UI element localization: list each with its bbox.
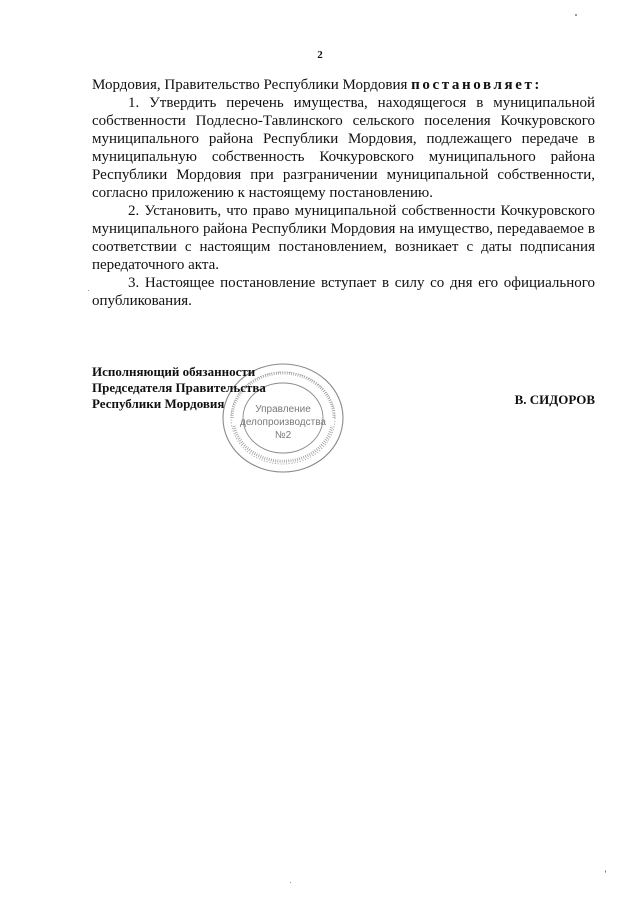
scan-speck bbox=[290, 882, 291, 883]
scan-speck bbox=[575, 14, 577, 16]
resolution-keyword: постановляет: bbox=[411, 77, 543, 93]
stamp-line-1: Управление bbox=[255, 404, 311, 415]
scan-speck bbox=[605, 870, 606, 873]
clause-3: 3. Настоящее постановление вступает в силу со дня его официального опубликования. bbox=[92, 275, 595, 309]
signatory-title-line-2: Председателя Правительства bbox=[92, 380, 266, 395]
stamp-line-3: №2 bbox=[274, 430, 292, 441]
intro-text: Мордовия, Правительство Республики Мордовия bbox=[92, 77, 412, 93]
signatory-title-line-3: Республики Мордовия bbox=[92, 396, 225, 411]
clause-1: 1. Утвердить перечень имущества, находящегося в муниципальной собственности Подлесно-Тавлинского сельского поселения Кочкуровского муниципального района Республики Мордовия, подлежащего передаче в муниципальную собственность Кочкуровского муниципального района Республики Мордовия при разграничении муниципальной собственности, согласно приложению к настоящему постановлению. bbox=[92, 95, 595, 201]
signatory-title bbox=[92, 364, 266, 412]
page-number: 2 bbox=[317, 49, 323, 61]
stamp-line-2: делопроизводства bbox=[239, 417, 327, 428]
signatory-title-line-1: Исполняющий обязанности bbox=[92, 364, 256, 379]
signatory-name: В. СИДОРОВ bbox=[514, 392, 595, 407]
scan-speck bbox=[88, 290, 89, 291]
document-body bbox=[92, 76, 595, 310]
clause-2: 2. Установить, что право муниципальной собственности Кочкуровского муниципального района Республики Мордовия на имущество, передаваемое в соответствии с настоящим постановлением, возникает с даты подписания передаточного акта. bbox=[92, 203, 595, 273]
intro-paragraph bbox=[92, 76, 595, 94]
